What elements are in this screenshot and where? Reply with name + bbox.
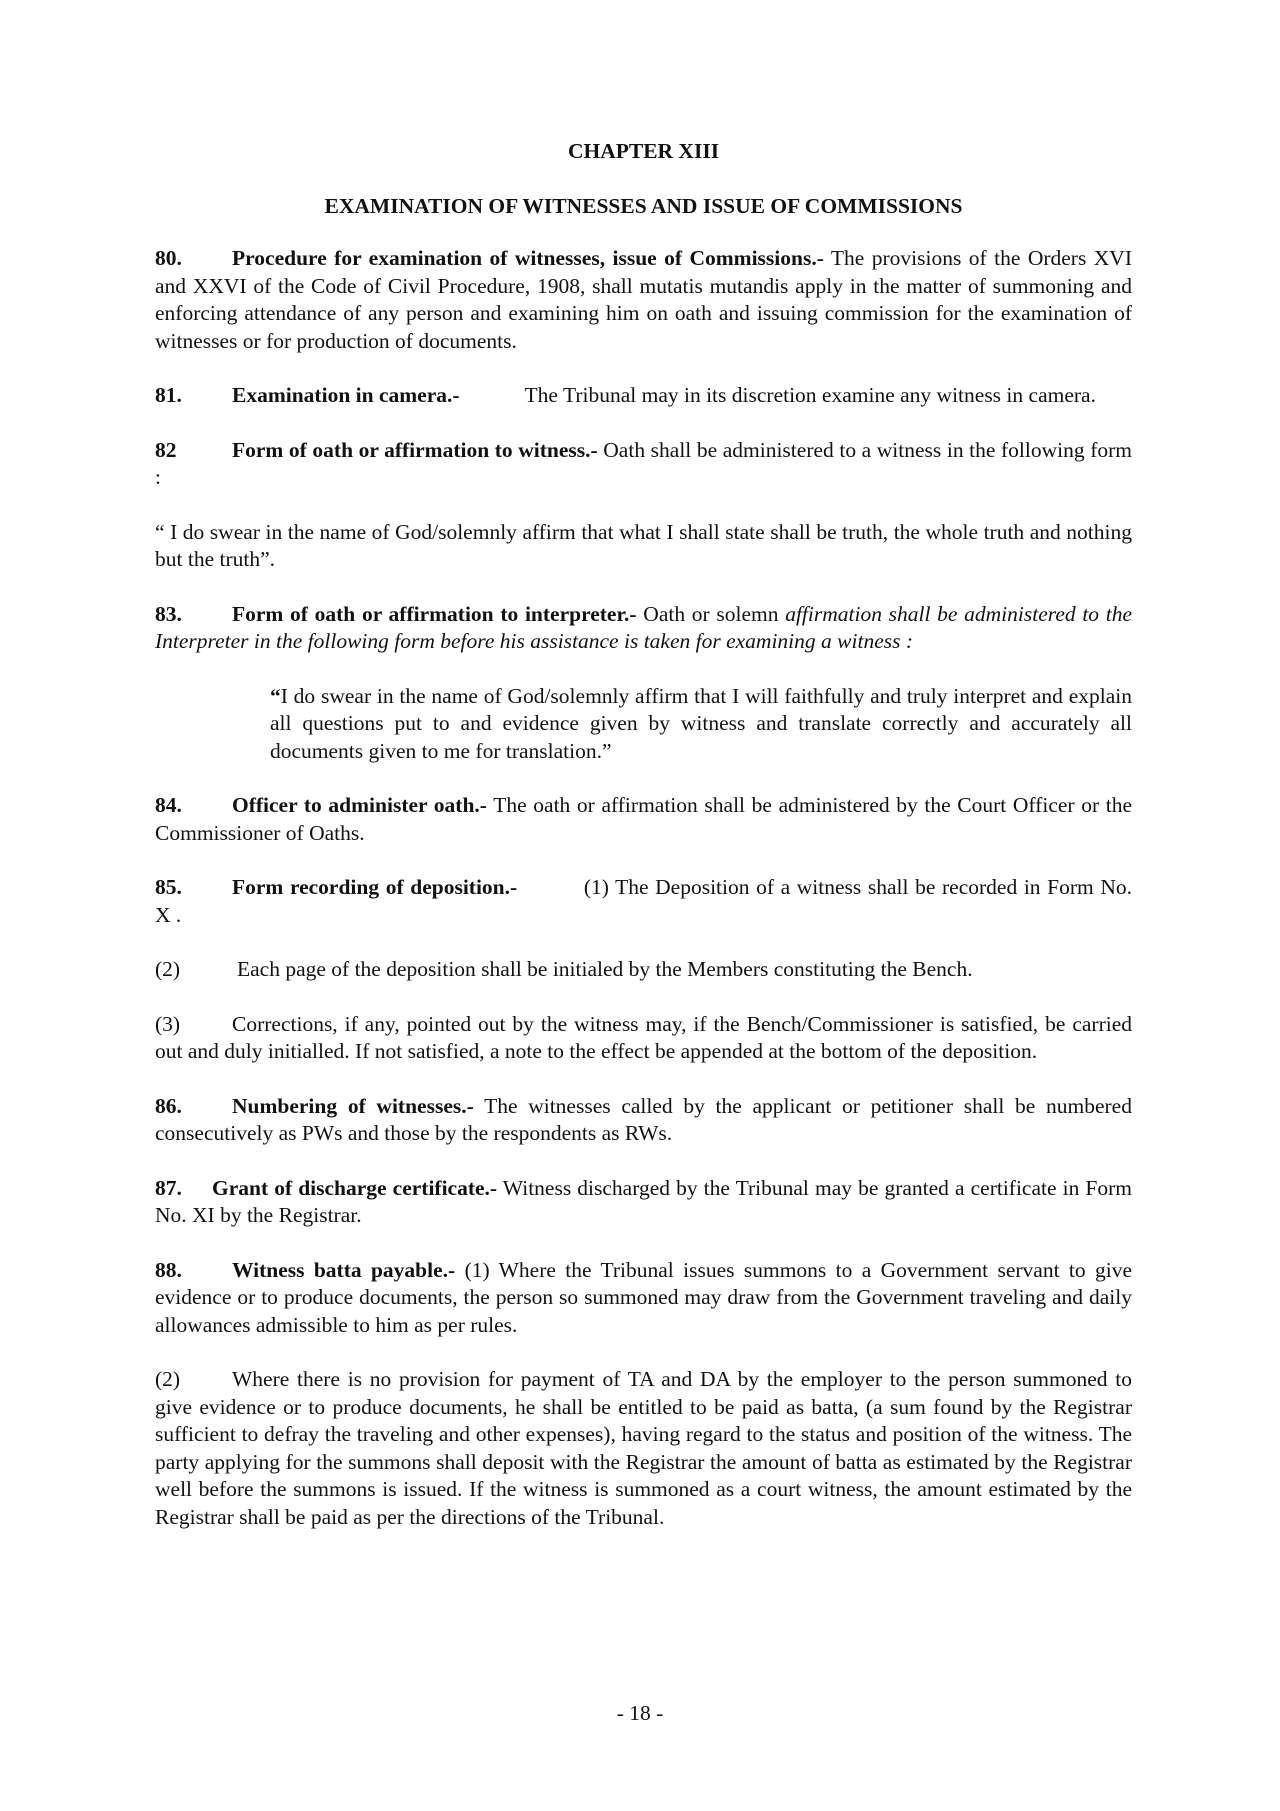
section-text: Oath or solemn bbox=[643, 601, 779, 626]
section-title: Witness batta payable.- bbox=[232, 1257, 456, 1282]
subsection-number: (2) bbox=[155, 1367, 181, 1391]
chapter-title: EXAMINATION OF WITNESSES AND ISSUE OF COMMISSIONS bbox=[324, 193, 963, 218]
section-text: (1) The Deposition of a witness shall be recorded in Form No. X . bbox=[155, 875, 1133, 927]
section-title: Form of oath or affirmation to interpreter.- bbox=[232, 601, 637, 626]
section-title: Examination in camera.- bbox=[232, 383, 460, 407]
section-number: 82 bbox=[155, 437, 177, 462]
oath-quote-witness: “ I do swear in the name of God/solemnly affirm that what I shall state shall be truth, the whole truth and nothing but the truth”. bbox=[155, 519, 1132, 571]
section-88 bbox=[155, 1257, 1132, 1340]
section-85-sub-2 bbox=[155, 956, 1132, 984]
subsection-text: Where there is no provision for payment of TA and DA by the employer to the person summoned to give evidence or to produce documents, he shall be entitled to be paid as batta, (a sum found by the Registrar sufficient to defray the traveling and other expenses), having regard to the status and position of the witness. The party applying for the summons shall deposit with the Registrar the amount of batta as estimated by the Registrar well before the summons is issued. If the witness is summoned as a court witness, the amount estimated by the Registrar shall be paid as per the directions of the Tribunal. bbox=[155, 1367, 1132, 1529]
section-text: The Tribunal may in its discretion examine any witness in camera. bbox=[524, 383, 1096, 407]
oath-quote-interpreter bbox=[270, 683, 1132, 766]
section-text: Oath shall be administered to a witness in the following form : bbox=[155, 437, 1132, 489]
section-80 bbox=[155, 245, 1132, 355]
section-number: 80. bbox=[155, 246, 182, 270]
page-number: - 18 - bbox=[616, 1701, 664, 1725]
section-83 bbox=[155, 601, 1132, 656]
section-text: (1) Where the Tribunal issues summons to a Government servant to give evidence or to produce documents, the person so summoned may draw from the Government traveling and daily allowances admissible to him as per rules. bbox=[155, 1257, 1132, 1337]
section-text-italic: affirmation shall be administered to the Interpreter in the following form before his assistance is taken for examining a witness : bbox=[155, 601, 1133, 653]
section-number: 85. bbox=[155, 875, 182, 899]
section-title: Grant of discharge certificate.- bbox=[212, 1175, 498, 1200]
section-text: The witnesses called by the applicant or petitioner shall be numbered consecutively as PWs and those by the respondents as RWs. bbox=[155, 1093, 1132, 1145]
subsection-number: (2) bbox=[155, 957, 181, 981]
section-text: The provisions of the Orders XVI and XXVI of the Code of Civil Procedure, 1908, shall mutatis mutandis apply in the matter of summoning and enforcing attendance of any person and examining him on oath and issuing commission for the examination of witnesses or for production of documents. bbox=[155, 246, 1132, 353]
section-text: Witness discharged by the Tribunal may be granted a certificate in Form No. XI by the Registrar. bbox=[155, 1175, 1133, 1227]
section-84 bbox=[155, 792, 1132, 847]
section-88-sub-2 bbox=[155, 1366, 1132, 1531]
section-86 bbox=[155, 1093, 1132, 1148]
section-number: 88. bbox=[155, 1257, 182, 1282]
subsection-text: Each page of the deposition shall be initialed by the Members constituting the Bench. bbox=[237, 957, 973, 981]
section-82 bbox=[155, 437, 1132, 492]
section-number: 84. bbox=[155, 793, 182, 817]
quote-text: I do swear in the name of God/solemnly affirm that I will faithfully and truly interpret and explain all questions put to and evidence given by witness and translate correctly and accurately all documents given to me for translation.” bbox=[270, 683, 1132, 763]
section-81 bbox=[155, 382, 1132, 410]
section-text: The oath or affirmation shall be administered by the Court Officer or the Commissioner of Oaths. bbox=[155, 793, 1132, 845]
section-title: Procedure for examination of witnesses, issue of Commissions.- bbox=[232, 246, 824, 270]
chapter-heading: CHAPTER XIII bbox=[567, 139, 720, 163]
subsection-number: (3) bbox=[155, 1011, 181, 1036]
section-number: 81. bbox=[155, 383, 182, 407]
section-85-sub-3 bbox=[155, 1011, 1132, 1066]
section-85 bbox=[155, 874, 1132, 929]
quote-open-mark: “ bbox=[270, 683, 281, 708]
section-title: Form recording of deposition.- bbox=[232, 875, 518, 899]
section-title: Form of oath or affirmation to witness.- bbox=[232, 437, 598, 462]
section-number: 87. bbox=[155, 1175, 182, 1200]
section-number: 86. bbox=[155, 1093, 182, 1118]
subsection-text: Corrections, if any, pointed out by the witness may, if the Bench/Commissioner is satisfied, be carried out and duly initialled. If not satisfied, a note to the effect be appended at the bottom of the deposition. bbox=[155, 1011, 1132, 1063]
section-87 bbox=[155, 1175, 1132, 1230]
section-title: Numbering of witnesses.- bbox=[232, 1093, 474, 1118]
document-page bbox=[155, 138, 1132, 1558]
section-number: 83. bbox=[155, 601, 182, 626]
section-title: Officer to administer oath.- bbox=[232, 793, 487, 817]
